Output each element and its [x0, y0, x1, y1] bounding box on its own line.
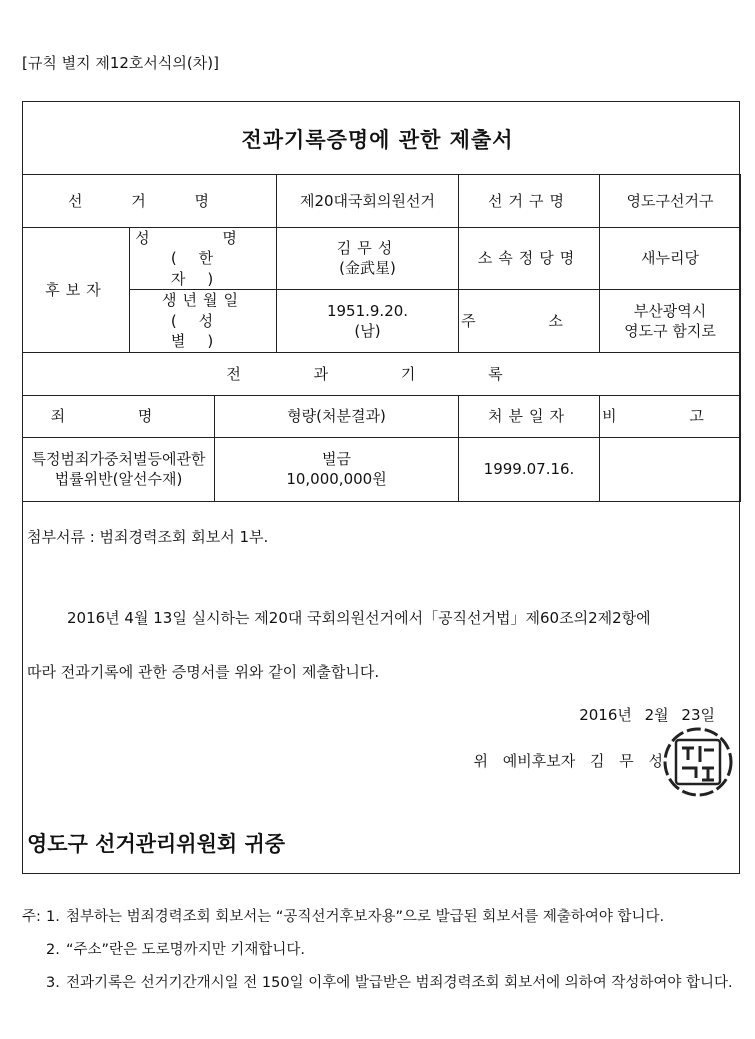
candidate-name-row: [23, 228, 741, 290]
submission-date: 2016년 2월 23일: [579, 706, 715, 724]
crime-line-2: 법률위반(알선수재): [54, 470, 183, 489]
footnote-text: “주소”란은 도로명까지만 기재합니다.: [66, 942, 305, 958]
birth-date: 1951.9.20.: [326, 301, 409, 320]
name-label-cell: [130, 228, 277, 290]
form-rule-tag: [규칙 별지 제12호서식의(차)]: [22, 54, 219, 72]
penalty-line-1: 벌금: [322, 450, 351, 468]
election-name-value: 제20대국회의원선거: [277, 175, 459, 228]
statement: [27, 591, 732, 699]
birth-label-cell: [130, 289, 277, 352]
footnote-3: [22, 972, 742, 995]
addressee: 영도구 선거관리위원회 귀중: [27, 832, 286, 856]
gender-value: (남): [354, 321, 381, 340]
candidate-birth-row: [23, 289, 741, 352]
birth-value-cell: [277, 289, 459, 352]
district-label: 선거구명: [459, 175, 600, 228]
footnote-number: 2.: [46, 942, 60, 958]
candidate-name-hanja: (金武星): [339, 259, 396, 278]
record-row: [23, 437, 741, 501]
statement-line-1: 2016년 4월 13일 실시하는 제20대 국회의원선거에서「공직선거법」제60조의2제2항에: [67, 609, 651, 627]
date-header: 처분일자: [459, 395, 600, 437]
candidate-name: 김무성: [336, 239, 399, 258]
candidate-group-label: 후보자: [23, 228, 130, 353]
footnote-number: 1.: [46, 909, 60, 925]
disposition-date: 1999.07.16.: [459, 437, 600, 501]
footnote-1: [22, 906, 742, 929]
statement-line-2: 따라 전과기록에 관한 증명서를 위와 같이 제출합니다.: [27, 663, 380, 681]
remarks-header: 비 고: [600, 395, 741, 437]
penalty-line-2: 10,000,000원: [286, 470, 387, 489]
record-header-row: [23, 395, 741, 437]
seal-stamp-icon: [660, 724, 736, 800]
address-label: 주 소: [459, 289, 600, 352]
candidate-record-table: [22, 174, 741, 502]
gender-label: (성 별): [170, 311, 236, 350]
address-line-2: 영도구 함지로: [624, 321, 716, 340]
name-label: 성 명: [135, 229, 271, 247]
penalty-header: 형량(처분결과): [215, 395, 459, 437]
signer-line: 위 예비후보자 김 무 성: [473, 752, 663, 770]
district-value: 영도구선거구: [600, 175, 741, 228]
party-label: 소속정당명: [459, 228, 600, 290]
address-line-1: 부산광역시: [633, 301, 707, 320]
footnote-2: [22, 939, 742, 962]
footnote-text: 전과기록은 선거기간개시일 전 150일 이후에 발급받은 범죄경력조회 회보서에 의하여 작성하여야 합니다.: [66, 975, 733, 991]
birth-label: 생년월일: [162, 291, 244, 310]
election-name-label: 선 거 명: [23, 175, 277, 228]
address-value-cell: [600, 289, 741, 352]
hanja-label: (한 자): [170, 249, 236, 288]
footnote-number: 3.: [46, 975, 60, 991]
record-section-label: 전 과 기 록: [23, 352, 741, 395]
penalty-cell: [215, 437, 459, 501]
record-section-row: [23, 352, 741, 395]
remarks-cell: [600, 437, 741, 501]
footnote-prefix: 주:: [22, 909, 41, 925]
election-row: [23, 175, 741, 228]
attachment-note: 첨부서류 : 범죄경력조회 회보서 1부.: [27, 528, 269, 546]
crime-line-1: 특정범죄가중처벌등에관한: [31, 450, 206, 468]
name-value-cell: [277, 228, 459, 290]
form-title: 전과기록증명에 관한 제출서: [241, 128, 514, 152]
crime-cell: [23, 437, 215, 501]
footnote-text: 첨부하는 범죄경력조회 회보서는 “공직선거후보자용”으로 발급된 회보서를 제출하여야 합니다.: [66, 909, 665, 925]
footnotes: [22, 906, 742, 1005]
party-value: 새누리당: [600, 228, 741, 290]
crime-header: 죄 명: [23, 395, 215, 437]
